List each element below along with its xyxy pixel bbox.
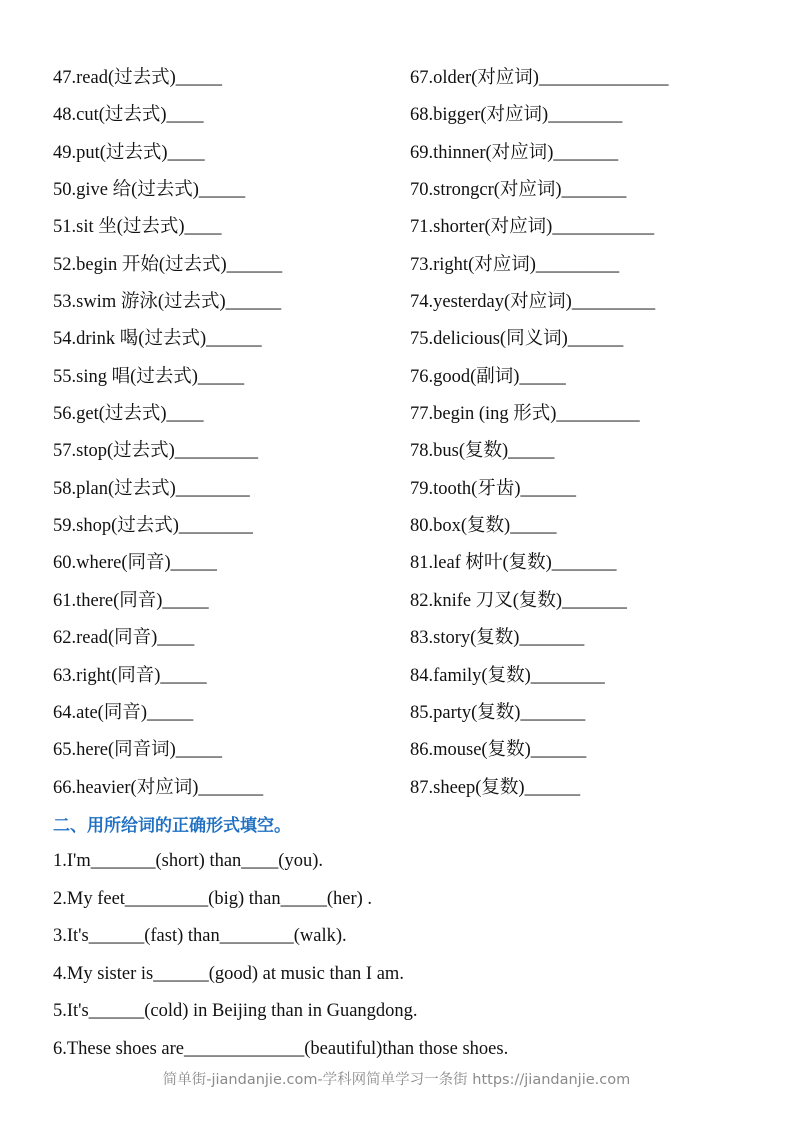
question-item: 50.give 给(过去式)_____ xyxy=(53,180,246,201)
footer-watermark: 简单街-jiandanjie.com-学科网简单学习一条街 https://jiandanjie.com xyxy=(162,1072,631,1088)
question-item: 87.sheep(复数)______ xyxy=(410,777,581,798)
question-item: 83.story(复数)_______ xyxy=(410,628,585,649)
left-column xyxy=(53,60,393,807)
fill-in-item: 5.It's______(cold) in Beijing than in Guangdong. xyxy=(53,1001,418,1022)
question-item: 73.right(对应词)_________ xyxy=(410,254,620,275)
fill-in-item: 1.I'm_______(short) than____(you). xyxy=(53,851,324,871)
question-item: 54.drink 喝(过去式)______ xyxy=(53,329,262,350)
fill-in-list xyxy=(53,843,753,1069)
question-item: 80.box(复数)_____ xyxy=(410,516,557,537)
question-item: 59.shop(过去式)________ xyxy=(53,516,253,537)
question-item: 68.bigger(对应词)________ xyxy=(410,105,623,126)
question-item: 62.read(同音)____ xyxy=(53,628,195,649)
question-item: 71.shorter(对应词)___________ xyxy=(410,217,655,238)
question-item: 76.good(副词)_____ xyxy=(410,366,566,387)
question-item: 86.mouse(复数)______ xyxy=(410,740,587,761)
question-item: 84.family(复数)________ xyxy=(410,665,605,686)
right-column xyxy=(410,60,750,807)
question-item: 52.begin 开始(过去式)______ xyxy=(53,254,283,275)
question-item: 85.party(复数)_______ xyxy=(410,702,586,723)
question-item: 78.bus(复数)_____ xyxy=(410,441,555,462)
question-item: 55.sing 唱(过去式)_____ xyxy=(53,366,245,387)
fill-in-item: 2.My feet_________(big) than_____(her) . xyxy=(53,888,373,909)
question-item: 60.where(同音)_____ xyxy=(53,553,217,574)
question-item: 81.leaf 树叶(复数)_______ xyxy=(410,553,617,574)
fill-in-item: 4.My sister is______(good) at music than I am. xyxy=(53,963,404,984)
question-item: 74.yesterday(对应词)_________ xyxy=(410,292,656,313)
question-item: 48.cut(过去式)____ xyxy=(53,105,204,126)
question-item: 51.sit 坐(过去式)____ xyxy=(53,217,222,238)
question-item: 67.older(对应词)______________ xyxy=(410,68,669,88)
question-item: 65.here(同音词)_____ xyxy=(53,740,223,761)
question-item: 56.get(过去式)____ xyxy=(53,404,204,425)
section-heading: 二、用所给词的正确形式填空。 xyxy=(53,816,291,836)
question-item: 75.delicious(同义词)______ xyxy=(410,329,624,350)
question-item: 77.begin (ing 形式)_________ xyxy=(410,404,640,425)
question-item: 53.swim 游泳(过去式)______ xyxy=(53,292,282,313)
question-item: 47.read(过去式)_____ xyxy=(53,68,223,88)
question-item: 64.ate(同音)_____ xyxy=(53,702,194,723)
fill-in-item: 6.These shoes are_____________(beautiful)than those shoes. xyxy=(53,1038,509,1059)
question-item: 63.right(同音)_____ xyxy=(53,665,207,686)
question-item: 66.heavier(对应词)_______ xyxy=(53,777,264,798)
question-item: 49.put(过去式)____ xyxy=(53,142,205,163)
question-item: 69.thinner(对应词)_______ xyxy=(410,142,619,163)
question-item: 82.knife 刀叉(复数)_______ xyxy=(410,590,627,611)
fill-in-item: 3.It's______(fast) than________(walk). xyxy=(53,926,347,947)
question-item: 57.stop(过去式)_________ xyxy=(53,441,259,462)
question-item: 58.plan(过去式)________ xyxy=(53,478,250,499)
question-item: 79.tooth(牙齿)______ xyxy=(410,478,576,499)
question-item: 70.strongcr(对应词)_______ xyxy=(410,180,627,201)
question-item: 61.there(同音)_____ xyxy=(53,590,209,611)
